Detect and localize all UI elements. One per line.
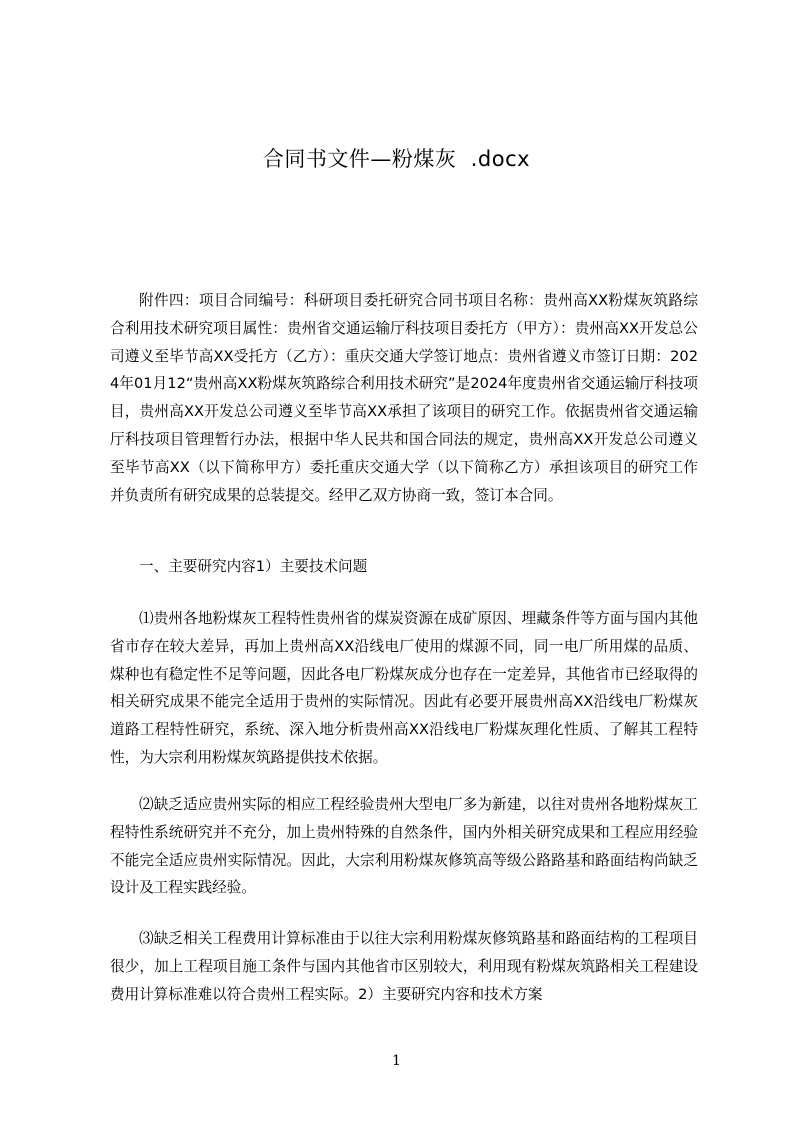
- page-number: 1: [392, 1053, 401, 1069]
- document-title: 合同书文件—粉煤灰 .docx: [262, 147, 531, 171]
- paragraph-fly-ash-properties: ⑴贵州各地粉煤灰工程特性贵州省的煤炭资源在成矿原因、埋藏条件等方面与国内其他省市存在较大差异，再加上贵州高XX沿线电厂使用的煤源不同，同一电厂所用煤的品质、煤种也有稳定性不足等问题，因此各电厂粉煤灰成分也存在一定差异，其他省市已经取得的相关研究成果不能完全适用于贵州的实际情况。因此有必要开展贵州高XX沿线电厂粉煤灰道路工程特性研究，系统、深入地分析贵州高XX沿线电厂粉煤灰理化性质、了解其工程特性，为大宗利用粉煤灰筑路提供技术依据。: [110, 610, 698, 766]
- paragraph-engineering-experience: ⑵缺乏适应贵州实际的相应工程经验贵州大型电厂多为新建，以往对贵州各地粉煤灰工程特性系统研究并不充分，加上贵州特殊的自然条件，国内外相关研究成果和工程应用经验不能完全适应贵州实际情况。因此，大宗利用粉煤灰修筑高等级公路路基和路面结构尚缺乏设计及工程实践经验。: [110, 796, 698, 897]
- section-heading-research-content: 一、主要研究内容1）主要技术问题: [139, 558, 368, 575]
- paragraph-cost-standards: ⑶缺乏相关工程费用计算标准由于以往大宗利用粉煤灰修筑路基和路面结构的工程项目很少，加上工程项目施工条件与国内其他省市区别较大，利用现有粉煤灰筑路相关工程建设费用计算标准难以符合贵州工程实际。2）主要研究内容和技术方案: [110, 930, 698, 1003]
- paragraph-contract-intro: 附件四：项目合同编号：科研项目委托研究合同书项目名称：贵州高XX粉煤灰筑路综合利用技术研究项目属性：贵州省交通运输厅科技项目委托方（甲方）：贵州高XX开发总公司遵义至毕节高XX受托方（乙方）：重庆交通大学签订地点：贵州省遵义市签订日期：2024年01月12“贵州高XX粉煤灰筑路综合利用技术研究”是2024年度贵州省交通运输厅科技项目，贵州高XX开发总公司遵义至毕节高XX承担了该项目的研究工作。依据贵州省交通运输厅科技项目管理暂行办法，根据中华人民共和国合同法的规定，贵州高XX开发总公司遵义至毕节高XX（以下简称甲方）委托重庆交通大学（以下简称乙方）承担该项目的研究工作并负责所有研究成果的总装提交。经甲乙双方协商一致，签订本合同。: [110, 292, 698, 504]
